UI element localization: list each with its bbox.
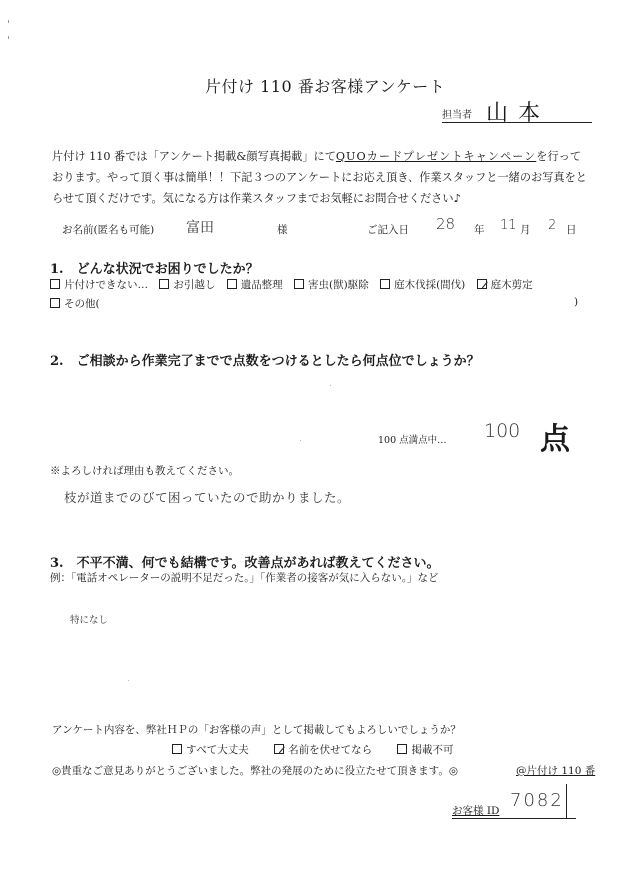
honorific-label: 様 (277, 224, 288, 236)
date-label: ご記入日 (367, 224, 409, 236)
scan-mark (8, 36, 9, 39)
consent-option-all-ok[interactable]: すべて大丈夫 (172, 744, 259, 756)
q1-option-pest[interactable]: 害虫(獣)駆除 (294, 279, 373, 291)
year-unit: 年 (474, 224, 485, 236)
q1-option-other[interactable]: その他( (50, 296, 104, 311)
name-label: お名前(匿名も可能) (62, 224, 155, 236)
q3-example: 例：「電話オペレーターの説明不足だった。」「作業者の接客が気に入らない。」など (50, 572, 439, 584)
customer-id-underline (452, 818, 576, 819)
checkbox-icon[interactable] (50, 298, 60, 308)
scan-speck (300, 440, 301, 441)
campaign-name: QUOカードプレゼントキャンペーン (335, 150, 537, 163)
survey-title: 片付け 110 番お客様アンケート (205, 77, 446, 96)
q1-other-close-paren: ) (574, 296, 579, 308)
q1-option-tree-felling[interactable]: 庭木伐採(間伐) (380, 279, 469, 291)
question-1: 1. どんな状況でお困りでしたか？ (50, 262, 259, 277)
staff-name-handwritten: 山本 (486, 101, 551, 126)
year-value-handwritten: 28 (436, 215, 456, 233)
scan-speck (330, 385, 331, 386)
reason-label: ※よろしければ理由も教えてください。 (50, 465, 239, 477)
checkbox-icon[interactable] (227, 279, 237, 289)
q3-answer-handwritten: 特になし (70, 615, 109, 626)
brand-signature: @片付け 110 番 (516, 765, 596, 777)
score-value-handwritten: 100 (484, 420, 521, 442)
intro-paragraph (52, 146, 592, 209)
staff-label: 担当者 (442, 110, 472, 121)
checked-checkbox-icon[interactable] (477, 279, 487, 289)
reason-text-handwritten: 枝が道までのびて困っていたので助かりました。 (64, 490, 351, 505)
checked-checkbox-icon[interactable] (274, 744, 284, 754)
checkbox-icon[interactable] (172, 744, 182, 754)
consent-option-anonymous[interactable]: 名前を伏せてなら (274, 744, 382, 756)
consent-option-decline[interactable]: 掲載不可 (397, 744, 463, 756)
question-3: 3. 不平不満、何でも結構です。改善点があれば教えてください。 (50, 556, 440, 571)
intro-text-2: を行っております。やって頂く事は簡単！！下記３つのアンケートにお応え頂き、作業スタッフと一緒のお写真をとらせて頂くだけです。気になる方は作業スタッフまでお気軽にお問合せください♪ (52, 150, 587, 205)
name-value-handwritten: 富田 (186, 220, 214, 236)
customer-id-label: お客様 ID (452, 805, 500, 817)
consent-options (172, 742, 473, 757)
score-label: 100 点満点中… (378, 435, 447, 446)
q1-options (50, 277, 541, 292)
day-value-handwritten: 2 (548, 218, 557, 233)
q1-option-moving[interactable]: お引越し (159, 279, 219, 291)
month-unit: 月 (520, 224, 531, 236)
customer-id-end-mark (566, 784, 567, 818)
customer-id-handwritten: 7082 (510, 790, 564, 811)
question-2: 2. ご相談から作業完了までで点数をつけるとしたら何点位でしょうか？ (50, 354, 480, 369)
checkbox-icon[interactable] (50, 279, 60, 289)
q1-option-tidy[interactable]: 片付けできない… (50, 279, 152, 291)
checkbox-icon[interactable] (380, 279, 390, 289)
day-unit: 日 (566, 224, 577, 236)
q1-option-estate[interactable]: 遺品整理 (227, 279, 287, 291)
scan-speck (128, 680, 129, 681)
checkbox-icon[interactable] (294, 279, 304, 289)
checkbox-icon[interactable] (397, 744, 407, 754)
month-value-handwritten: 11 (500, 218, 517, 233)
intro-text-1: 片付け 110 番では「アンケート掲載&顔写真掲載」にて (52, 150, 336, 163)
q1-option-pruning[interactable]: 庭木剪定 (477, 279, 537, 291)
scan-mark (8, 20, 9, 23)
consent-question: アンケート内容を、弊社ＨＰの「お客様の声」として掲載してもよろしいでしょうか？ (52, 724, 461, 736)
checkbox-icon[interactable] (159, 279, 169, 289)
score-unit: 点 (540, 422, 570, 457)
thanks-message: ◎貴重なご意見ありがとうございました。弊社の発展のために役立たせて頂きます。◎ (52, 765, 458, 777)
